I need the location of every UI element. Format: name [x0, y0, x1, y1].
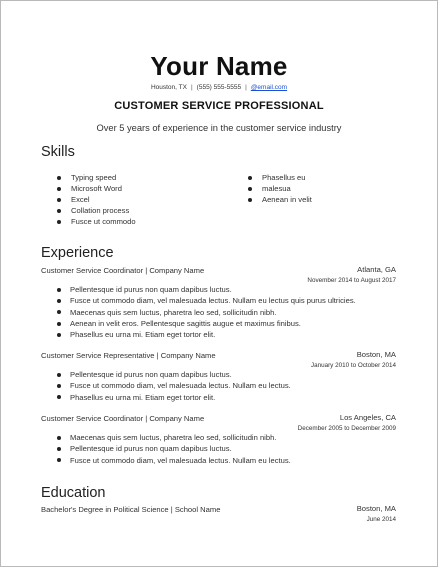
- skill-item: Excel: [56, 194, 136, 205]
- skills-list-right: [247, 172, 312, 205]
- education-degree: Bachelor's Degree in Political Science | School Name: [41, 505, 221, 514]
- list-item: Maecenas quis sem luctus, pharetra leo sed, sollicitudin nibh.: [56, 307, 356, 318]
- job-title: Customer Service Coordinator | Company Name: [41, 266, 205, 275]
- job-location: Atlanta, GA: [357, 265, 396, 274]
- skill-item: Typing speed: [56, 172, 136, 183]
- list-item: Maecenas quis sem luctus, pharetra leo sed, sollicitudin nibh.: [56, 432, 291, 443]
- list-item: Aenean in velit eros. Pellentesque sagittis augue et maximus finibus.: [56, 318, 356, 329]
- contact-email-link[interactable]: @email.com: [250, 84, 288, 91]
- job-dates: January 2010 to October 2014: [310, 362, 396, 369]
- contact-phone: (555) 555-5555: [196, 84, 242, 91]
- skill-item: Aenean in velit: [247, 194, 312, 205]
- list-item: Pellentesque id purus non quam dapibus luctus.: [56, 443, 291, 454]
- list-item: Fusce ut commodo diam, vel malesuada lectus. Nullam eu lectus.: [56, 380, 291, 391]
- list-item: Phasellus eu urna mi. Etiam eget tortor elit.: [56, 329, 356, 340]
- list-item: Fusce ut commodo diam, vel malesuada lectus. Nullam eu lectus.: [56, 455, 291, 466]
- professional-title: CUSTOMER SERVICE PROFESSIONAL: [114, 100, 324, 112]
- experience-heading: Experience: [41, 245, 114, 261]
- skills-list-left: [56, 172, 136, 227]
- skills-heading: Skills: [41, 144, 75, 160]
- list-item: Pellentesque id purus non quam dapibus luctus.: [56, 369, 291, 380]
- skill-item: Microsoft Word: [56, 183, 136, 194]
- contact-separator: |: [190, 84, 193, 91]
- skill-item: malesua: [247, 183, 312, 194]
- resume-name: Your Name: [150, 51, 288, 81]
- education-heading: Education: [41, 485, 106, 501]
- contact-line: [1, 84, 437, 91]
- skill-item: Collation process: [56, 205, 136, 216]
- list-item: Phasellus eu urna mi. Etiam eget tortor elit.: [56, 392, 291, 403]
- skill-item: Phasellus eu: [247, 172, 312, 183]
- skill-item: Fusce ut commodo: [56, 216, 136, 227]
- job-title: Customer Service Representative | Company Name: [41, 351, 216, 360]
- job-bullets: [56, 432, 291, 466]
- job-dates: December 2005 to December 2009: [297, 425, 396, 432]
- job-title: Customer Service Coordinator | Company Name: [41, 414, 205, 423]
- contact-separator: |: [245, 84, 247, 91]
- summary-text: Over 5 years of experience in the customer service industry: [96, 123, 342, 133]
- job-location: Los Angeles, CA: [339, 413, 396, 422]
- list-item: Fusce ut commodo diam, vel malesuada lectus. Nullam eu lectus quis purus ultricies.: [56, 295, 356, 306]
- education-location: Boston, MA: [356, 504, 396, 513]
- job-location: Boston, MA: [356, 350, 396, 359]
- contact-location: Houston, TX: [150, 84, 187, 91]
- education-date: June 2014: [366, 516, 396, 523]
- job-dates: November 2014 to August 2017: [307, 277, 396, 284]
- job-bullets: [56, 369, 291, 403]
- list-item: Pellentesque id purus non quam dapibus luctus.: [56, 284, 356, 295]
- job-bullets: [56, 284, 356, 340]
